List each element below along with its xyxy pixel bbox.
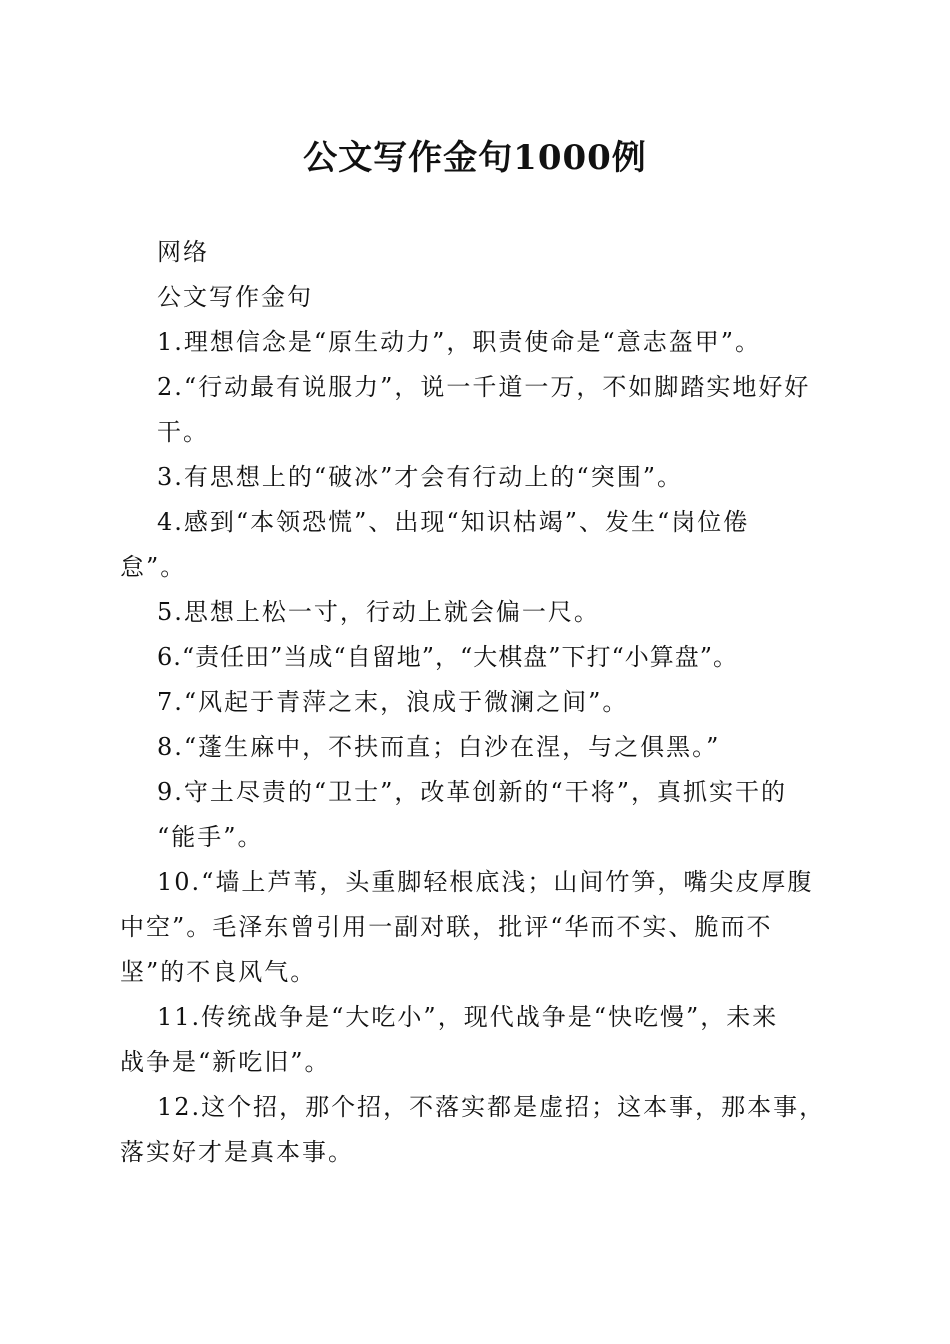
text-line: 7.“风起于青萍之末，浪成于微澜之间”。 <box>157 688 629 716</box>
text-line: 8.“蓬生麻中，不扶而直；白沙在涅，与之俱黑。” <box>157 733 721 761</box>
text-line: 中空”。毛泽东曾引用一副对联，批评“华而不实、脆而不 <box>120 913 773 941</box>
text-line: 2.“行动最有说服力”，说一千道一万，不如脚踏实地好好 <box>157 373 811 401</box>
text-line: 11.传统战争是“大吃小”，现代战争是“快吃慢”，未来 <box>157 1003 779 1031</box>
text-line: 5.思想上松一寸，行动上就会偏一尺。 <box>157 598 600 626</box>
text-line: 4.感到“本领恐慌”、出现“知识枯竭”、发生“岗位倦 <box>157 508 750 536</box>
text-line: 公文写作金句 <box>157 283 313 311</box>
text-line: 战争是“新吃旧”。 <box>120 1048 331 1076</box>
text-line: 落实好才是真本事。 <box>120 1138 354 1166</box>
text-line: 坚”的不良风气。 <box>120 958 317 986</box>
text-line: “能手”。 <box>157 823 264 851</box>
text-line: 3.有思想上的“破冰”才会有行动上的“突围”。 <box>157 463 683 491</box>
text-line: 9.守土尽责的“卫士”，改革创新的“干将”，真抓实干的 <box>157 778 787 806</box>
text-line: 怠”。 <box>120 553 187 581</box>
text-line: 12.这个招，那个招，不落实都是虚招；这本事，那本事， <box>157 1093 826 1121</box>
text-line: 网络 <box>157 238 209 266</box>
text-line: 1.理想信念是“原生动力”，职责使命是“意志盔甲”。 <box>157 328 761 356</box>
text-line: 干。 <box>157 418 209 446</box>
text-line: 10.“墙上芦苇，头重脚轻根底浅；山间竹笋，嘴尖皮厚腹 <box>157 868 814 896</box>
text-line: 6.“责任田”当成“自留地”，“大棋盘”下打“小算盘”。 <box>157 643 739 671</box>
document-title: 公文写作金句1000例 <box>303 138 647 178</box>
